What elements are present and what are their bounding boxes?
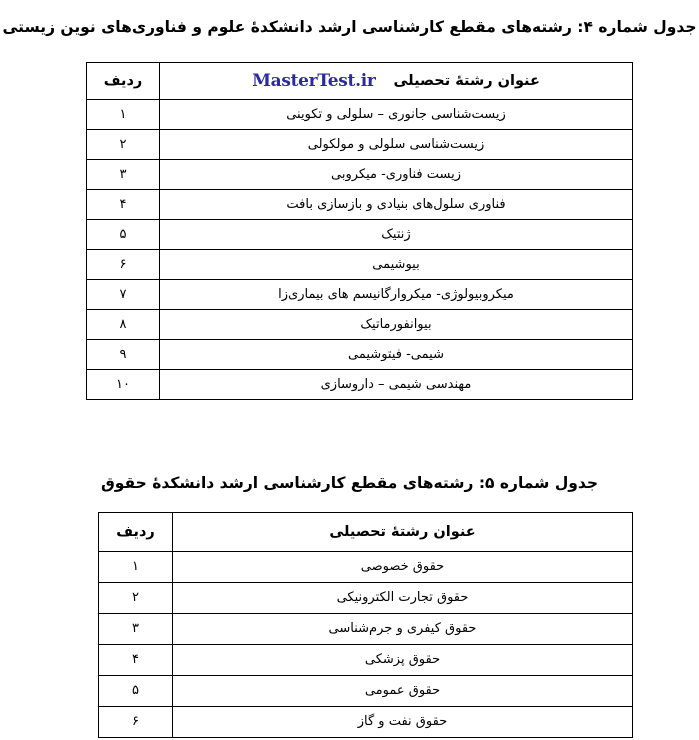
cell-index: ۶ [99, 707, 173, 738]
cell-field-title: زیست‌شناسی جانوری – سلولی و تکوینی [160, 100, 633, 130]
table-4-body [87, 100, 633, 400]
cell-field-title: شیمی- فیتوشیمی [160, 340, 633, 370]
table-row [87, 370, 633, 400]
cell-index: ۲ [87, 130, 160, 160]
table-5-header [99, 513, 633, 552]
table-academic-fields-law [98, 512, 633, 738]
cell-field-title: زیست‌شناسی سلولی و مولکولی [160, 130, 633, 160]
cell-field-title: حقوق نفت و گاز [173, 707, 633, 738]
table-4-title: جدول شماره ۴: رشته‌های مقطع کارشناسی ارشد دانشکدهٔ علوم و فناوری‌های نوین زیستی [2, 18, 697, 36]
cell-index: ۲ [99, 583, 173, 614]
cell-field-title: زیست فناوری- میکروبی [160, 160, 633, 190]
cell-field-title: حقوق پزشکی [173, 645, 633, 676]
cell-index: ۳ [87, 160, 160, 190]
table-row [87, 190, 633, 220]
cell-field-title: حقوق عمومی [173, 676, 633, 707]
cell-field-title: حقوق خصوصی [173, 552, 633, 583]
cell-index: ۵ [87, 220, 160, 250]
column-header-field-title [160, 63, 633, 100]
column-header-index: ردیف [87, 63, 160, 100]
cell-field-title: میکروبیولوژی- میکروارگانیسم های بیماری‌زا [160, 280, 633, 310]
cell-index: ۵ [99, 676, 173, 707]
table-row [87, 310, 633, 340]
table-5-title: جدول شماره ۵: رشته‌های مقطع کارشناسی ارشد دانشکدهٔ حقوق [100, 474, 599, 492]
cell-field-title: ژنتیک [160, 220, 633, 250]
table-row [87, 130, 633, 160]
column-header-index: ردیف [99, 513, 173, 552]
table-row [87, 100, 633, 130]
cell-index: ۷ [87, 280, 160, 310]
cell-index: ۴ [87, 190, 160, 220]
table-row [99, 676, 633, 707]
table-row [87, 280, 633, 310]
table-header-row [87, 63, 633, 100]
cell-index: ۴ [99, 645, 173, 676]
column-header-field-title-label: عنوان رشتۀ تحصیلی [393, 73, 540, 89]
table-5-body [99, 552, 633, 738]
cell-field-title: حقوق تجارت الکترونیکی [173, 583, 633, 614]
table-row [87, 340, 633, 370]
cell-field-title: فناوری سلول‌های بنیادی و بازسازی بافت [160, 190, 633, 220]
cell-index: ۳ [99, 614, 173, 645]
column-header-field-title: عنوان رشتۀ تحصیلی [173, 513, 633, 552]
cell-field-title: مهندسی شیمی – داروسازی [160, 370, 633, 400]
table-row [99, 645, 633, 676]
cell-index: ۶ [87, 250, 160, 280]
table-academic-fields-science [86, 62, 633, 400]
table-row [99, 707, 633, 738]
table-row [87, 160, 633, 190]
cell-index: ۱۰ [87, 370, 160, 400]
cell-field-title: بیوشیمی [160, 250, 633, 280]
table-row [99, 614, 633, 645]
cell-index: ۱ [99, 552, 173, 583]
table-4-header [87, 63, 633, 100]
cell-index: ۸ [87, 310, 160, 340]
cell-index: ۱ [87, 100, 160, 130]
table-row [99, 583, 633, 614]
table-row [87, 250, 633, 280]
cell-field-title: حقوق کیفری و جرم‌شناسی [173, 614, 633, 645]
table-row [99, 552, 633, 583]
cell-index: ۹ [87, 340, 160, 370]
table-header-row [99, 513, 633, 552]
cell-field-title: بیوانفورماتیک [160, 310, 633, 340]
table-row [87, 220, 633, 250]
mastertest-watermark: MasterTest.ir [252, 71, 376, 91]
